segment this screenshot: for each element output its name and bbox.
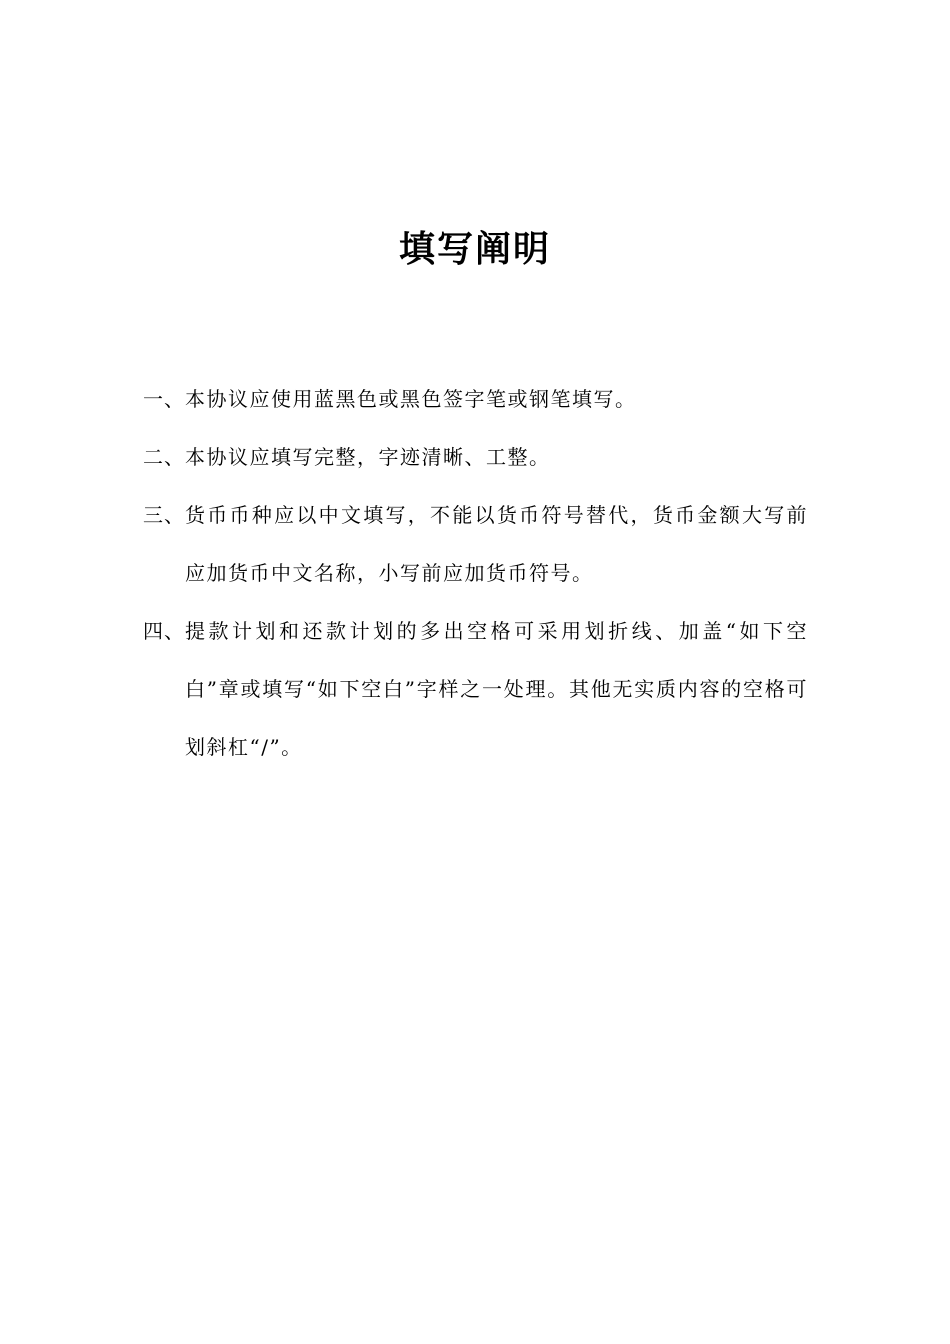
page-title: 填写阐明 <box>398 229 551 270</box>
instruction-marker: 二、 <box>143 445 185 469</box>
instruction-text: 本协议应使用蓝黑色或黑色签字笔或钢笔填写。 <box>185 387 637 411</box>
instruction-text: 提款计划和还款计划的多出空格可采用划折线、加盖“如下空白”章或填写“如下空白”字样之一处理。其他无实质内容的空格可划斜杠“/”。 <box>185 619 808 759</box>
instruction-item-4 <box>143 602 808 776</box>
instruction-text: 本协议应填写完整，字迹清晰、工整。 <box>185 445 551 469</box>
instruction-item-3 <box>143 486 808 602</box>
instruction-list <box>143 370 808 776</box>
instruction-item-2 <box>143 428 808 486</box>
instruction-marker: 三、 <box>143 503 185 527</box>
instruction-item-1 <box>143 370 808 428</box>
instruction-text: 货币币种应以中文填写，不能以货币符号替代，货币金额大写前应加货币中文名称，小写前应加货币符号。 <box>185 503 808 585</box>
instruction-marker: 一、 <box>143 387 185 411</box>
instruction-marker: 四、 <box>143 619 185 643</box>
